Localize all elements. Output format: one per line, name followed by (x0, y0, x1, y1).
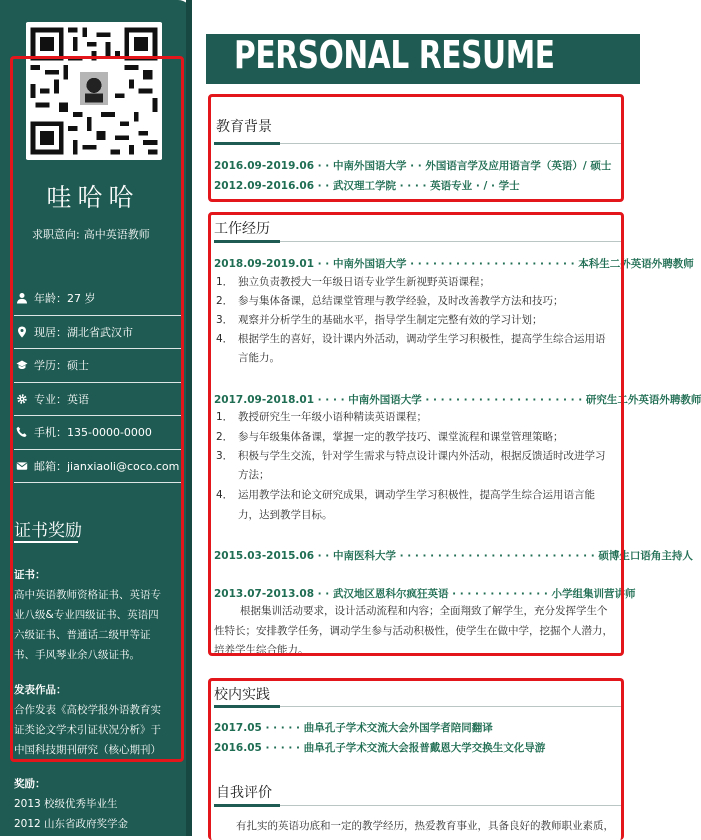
cert-line: 书、手风琴业余八级证书。 (14, 649, 140, 661)
self-eval-section-title: 自我评价 (216, 785, 272, 801)
pub-line: 中国科技期刊研究（核心期刊） (14, 744, 161, 756)
annotation-box-practice (208, 678, 624, 840)
job-item-text: 参与集体备课，总结课堂管理与教学经验，及时改善教学方法和技巧； (238, 295, 564, 307)
pub-line: 合作发表《高校学报外语教育实 (14, 704, 161, 716)
cert-section-title: 证书奖励 (14, 521, 82, 541)
practice-row-text: 2017.05 · · · · · 曲阜孔子学术交流大会外国学者陪同翻译 (214, 722, 493, 734)
education-row: 2012.09-2016.06 · · 武汉理工学院 · · · · 英语专业 · / · 学士 (214, 180, 520, 192)
annotation-box-sidebar (10, 56, 184, 762)
pub-line: 证类论文学术引证状况分析》于 (14, 724, 161, 736)
job-item-text: 方法； (238, 469, 270, 481)
cert-line: 业八级&专业四级证书、英语四 (14, 609, 159, 621)
job-intent-label: 求职意向: (32, 228, 80, 241)
job-item-text: 积极与学生交流，针对学生需求与特点设计课内外活动，根据反馈适时改进学习 (238, 450, 606, 462)
job-header: 2013.07-2013.08 · · 武汉地区恩科尔疯狂英语 · · · · · · · · · · · · · 小学组集训营讲师 (214, 588, 636, 600)
education-section-title: 教育背景 (216, 119, 272, 135)
job-item-text: 运用教学法和论文研究成果，调动学生学习积极性，提高学生综合运用语言能 (238, 489, 595, 501)
award-line: 2012 山东省政府奖学金 (14, 818, 129, 830)
education-row: 2016.09-2019.06 · · 中南外国语大学 · · 外国语言学及应用语言学（英语）/ 硕士 (214, 160, 612, 172)
job-header: 2017.09-2018.01 · · · · 中南外国语大学 · · · · · · · · · · · · · · · · · · · · · 研究生二外英语外聘教师 (214, 394, 701, 406)
info-major-text: 专业：英语 (34, 392, 89, 406)
cert-heading: 证书： (14, 569, 46, 581)
resume-title: PERSONAL RESUME (234, 33, 555, 77)
info-age-text: 年龄：27 岁 (34, 292, 96, 306)
job-header: 2018.09-2019.01 · · 中南外国语大学 · · · · · · · · · · · · · · · · · · · · · · 本科生二外英语外聘教师 (214, 258, 694, 270)
annotation-box-work (208, 212, 624, 656)
annotation-box-education (208, 94, 624, 202)
pub-heading: 发表作品： (14, 684, 67, 696)
cert-line: 高中英语教师资格证书、英语专 (14, 589, 161, 601)
self-eval-text: 有扎实的英语功底和一定的教学经历，热爱教育事业，具备良好的教师职业素质， (236, 820, 614, 832)
info-residence-text: 现居：湖北省武汉市 (34, 325, 133, 339)
work-section-title: 工作经历 (214, 221, 270, 237)
job-paragraph: 根据集训活动要求，设计活动流程和内容；全面翔致了解学生，充分发挥学生个性特长；安排教学任务，调动学生参与活动积极性，使学生在做中学，挖掘个人潜力，培养学生综合能力。 (214, 605, 613, 656)
cert-line: 六级证书、普通话二级甲等证 (14, 629, 151, 641)
award-line: 2013 校级优秀毕业生 (14, 798, 118, 810)
candidate-name: 哇哈哈 (46, 183, 140, 212)
job-intent-value: 高中英语教师 (83, 228, 150, 241)
job-item-text: 言能力。 (238, 352, 280, 364)
job-item-num: 1． (216, 411, 234, 423)
practice-row: 2016.05 · · · · · 曲阜孔子学术交流大会报普戴恩大学交换生文化导游 (214, 742, 546, 754)
info-education-text: 学历：硕士 (34, 359, 89, 373)
job-item-text: 独立负责教授大一年级日语专业学生新视野英语课程； (238, 276, 490, 288)
job-item-num: 1． (216, 276, 234, 288)
job-item-num: 3． (216, 450, 234, 462)
job-item-text: 观察并分析学生的基础水平，指导学生制定完整有效的学习计划； (238, 314, 543, 326)
job-item-num: 4． (216, 333, 234, 345)
awards-block (14, 774, 186, 834)
job-item-num: 2． (216, 295, 234, 307)
job-item-text: 根据学生的喜好，设计课内外活动，调动学生学习积极性，提高学生综合运用语 (238, 333, 606, 345)
sidebar-edge-stripe (186, 0, 192, 836)
info-email-text[interactable]: 邮箱：jianxiaoli@coco.com (34, 459, 180, 473)
practice-section-title: 校内实践 (214, 687, 270, 703)
job-item-num: 2． (216, 431, 234, 443)
job-item-text: 力，达到教学目标。 (238, 509, 333, 521)
award-heading: 奖励： (14, 778, 46, 790)
job-item-num: 3． (216, 314, 234, 326)
info-phone-text[interactable]: 手机：135-0000-0000 (34, 426, 152, 440)
job-header: 2015.03-2015.06 · · 中南医科大学 · · · · · · · · · · · · · · · · · · · · · · · · · · 硕博生口语角主持人 (214, 550, 693, 562)
job-item-text: 教授研究生一年级小语种精读英语课程； (238, 411, 427, 423)
job-item-text: 参与年级集体备课，掌握一定的教学技巧、课堂流程和课堂管理策略； (238, 431, 564, 443)
job-item-num: 4． (216, 489, 234, 501)
